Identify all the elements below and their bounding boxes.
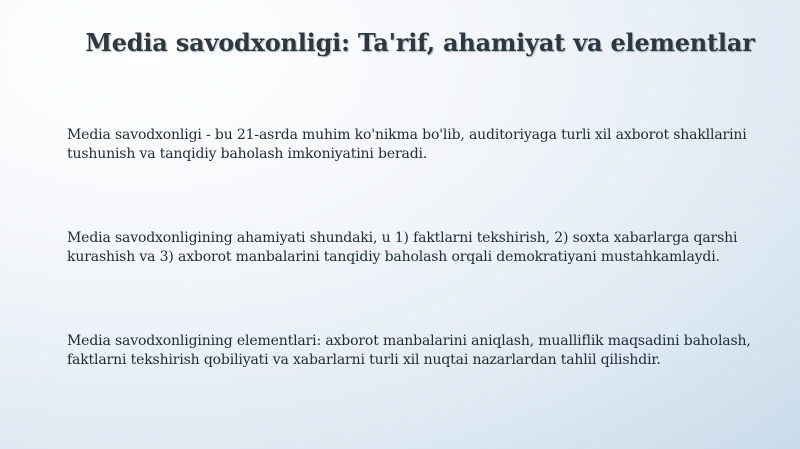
slide-title: Media savodxonligi: Ta'rif, ahamiyat va elementlar <box>85 28 755 57</box>
definition-paragraph: Media savodxonligi - bu 21-asrda muhim ko'nikma bo'lib, auditoriyaga turli xil axborot shakllarini tushunish va tanqidiy baholash imkoniyatini beradi. <box>67 127 747 162</box>
elements-paragraph: Media savodxonligining elementlari: axborot manbalarini aniqlash, mualliflik maqsadini baholash, faktlarni tekshirish qobiliyati va xabarlarni turli xil nuqtai nazarlardan tahlil qilishdir. <box>67 333 751 368</box>
importance-paragraph: Media savodxonligining ahamiyati shundaki, u 1) faktlarni tekshirish, 2) soxta xabarlarga qarshi kurashish va 3) axborot manbalarini tanqidiy baholash orqali demokratiyani mustahkamlaydi. <box>67 230 738 265</box>
